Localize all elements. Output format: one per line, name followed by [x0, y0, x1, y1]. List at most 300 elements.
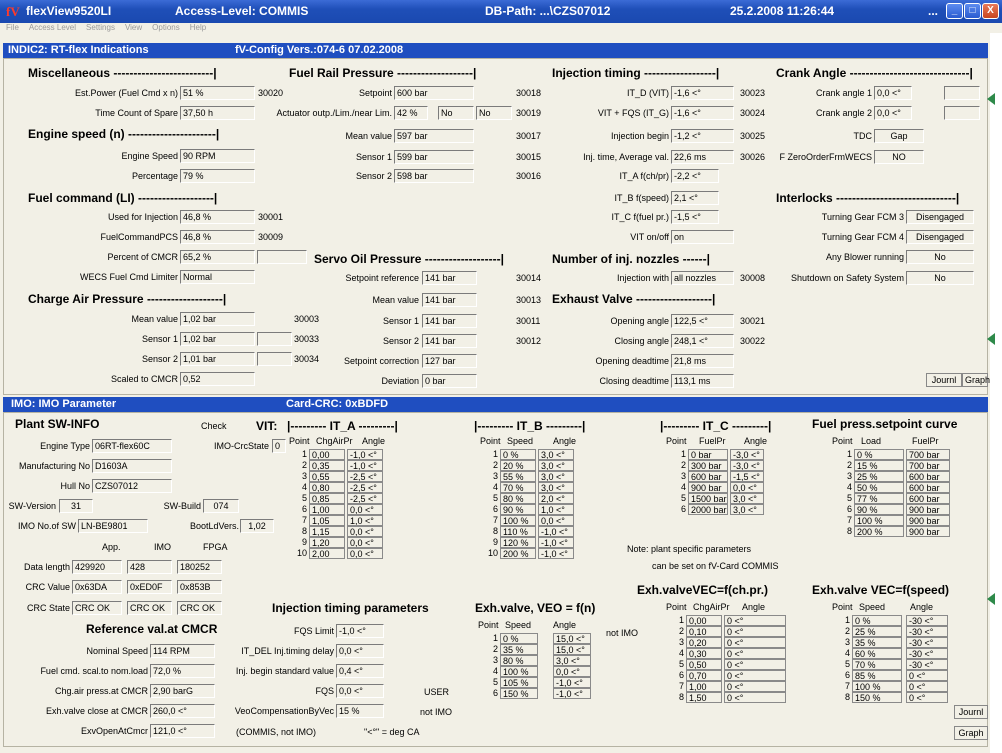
- vecsp-cell[interactable]: -30 <°: [906, 637, 948, 648]
- vecch-cell: 3: [678, 637, 684, 647]
- crank1-label: Crank angle 1: [815, 88, 872, 98]
- edge-marker-icon: [987, 593, 995, 605]
- servo-correction-label: Setpoint correction: [343, 356, 419, 366]
- fpc-cell[interactable]: 200 %: [854, 526, 904, 537]
- ita-table-heading: |--------- IT_A ---------|: [287, 419, 398, 433]
- fqs-limit-value: -1,0 <°: [336, 624, 384, 638]
- data-length-app: 429920: [72, 560, 122, 574]
- ita-cell[interactable]: 0,00: [309, 449, 345, 460]
- fqs-label: FQS: [315, 686, 334, 696]
- itc-cell[interactable]: 900 bar: [688, 482, 728, 493]
- fpc-cell[interactable]: 25 %: [854, 471, 904, 482]
- fuel-rail-heading: Fuel Rail Pressure -------------------|: [289, 66, 477, 80]
- itd-value: -1,6 <°: [671, 86, 734, 100]
- ita-cell: 1: [301, 449, 307, 459]
- vecsp-cell: 6: [844, 670, 850, 680]
- actuator-id: 30019: [516, 108, 542, 118]
- opening-deadtime-label: Opening deadtime: [595, 356, 669, 366]
- vecsp-cell[interactable]: 150 %: [852, 692, 902, 703]
- menu-bar: [0, 23, 1002, 33]
- indications-panel: [3, 58, 991, 395]
- itb-label: IT_B f(speed): [614, 193, 669, 203]
- manufacturing-no-value: D1603A: [92, 459, 172, 473]
- itc-cell[interactable]: -1,5 <°: [730, 471, 764, 482]
- servo-deviation-label: Deviation: [381, 376, 419, 386]
- exv-open-cmcr-value: 121,0 <°: [150, 724, 215, 738]
- indic-section-bar: [3, 43, 988, 58]
- vecsp-cell: 1: [844, 615, 850, 625]
- vecch-cell[interactable]: 0,70: [686, 670, 722, 681]
- itc-cell[interactable]: 2000 bar: [688, 504, 728, 515]
- ita-cell[interactable]: 0,0 <°: [347, 526, 383, 537]
- engine-type-label: Engine Type: [40, 441, 90, 451]
- fpc-cell: 8: [846, 526, 852, 536]
- itc-cell: 2: [680, 460, 686, 470]
- vecsp-cell: 5: [844, 659, 850, 669]
- ita-cell[interactable]: 0,0 <°: [347, 504, 383, 515]
- wecs-limiter-label: WECS Fuel Cmd Limiter: [79, 272, 178, 282]
- vecch-cell[interactable]: 0 <°: [724, 681, 786, 692]
- ita-cell[interactable]: 2,00: [309, 548, 345, 559]
- est-power-label: Est.Power (Fuel Cmd x n): [74, 88, 178, 98]
- rail-sensor1-id: 30015: [516, 152, 542, 162]
- ita-cell[interactable]: -1,0 <°: [347, 449, 383, 460]
- vecsp-cell[interactable]: 70 %: [852, 659, 902, 670]
- ita-cell[interactable]: -2,5 <°: [347, 471, 383, 482]
- crc-state-fpga: CRC OK: [177, 601, 222, 615]
- itc-cell[interactable]: 3,0 <°: [730, 504, 764, 515]
- imo-title: IMO: IMO Parameter: [11, 398, 117, 410]
- crc-value-app: 0x63DA: [72, 580, 122, 594]
- exv-open-cmcr-label: ExvOpenAtCmcr: [80, 726, 148, 736]
- veo-col-speed: Speed: [505, 620, 532, 630]
- date-time: 25.2.2008 11:26:44: [730, 4, 835, 18]
- minimize-button[interactable]: _: [946, 3, 963, 19]
- ita-cell[interactable]: 0,85: [309, 493, 345, 504]
- itb-cell[interactable]: 70 %: [500, 482, 536, 493]
- vecsp-cell[interactable]: -30 <°: [906, 659, 948, 670]
- ita-cell[interactable]: 0,0 <°: [347, 537, 383, 548]
- menu-view[interactable]: View: [124, 23, 143, 32]
- vecch-cell[interactable]: 0 <°: [724, 670, 786, 681]
- itc-cell: 1: [680, 449, 686, 459]
- sw-build-value: 074: [203, 499, 239, 513]
- servo-correction-value: 127 bar: [422, 354, 477, 368]
- rail-mean-id: 30017: [516, 131, 542, 141]
- ita-cell[interactable]: 0,0 <°: [347, 548, 383, 559]
- vecsp-cell[interactable]: 85 %: [852, 670, 902, 681]
- crank2-label: Crank angle 2: [815, 108, 872, 118]
- crc-value-fpga: 0x853B: [177, 580, 222, 594]
- fpc-cell[interactable]: 700 bar: [906, 449, 950, 460]
- veo-not-imo-label: not IMO: [420, 707, 453, 717]
- vecch-cell[interactable]: 0 <°: [724, 648, 786, 659]
- crc-state-app: CRC OK: [72, 601, 122, 615]
- veo-cell[interactable]: -1,0 <°: [553, 688, 591, 699]
- vecsp-cell[interactable]: 60 %: [852, 648, 902, 659]
- interlocks-heading: Interlocks ------------------------------|: [776, 191, 960, 205]
- fpc-cell[interactable]: 900 bar: [906, 515, 950, 526]
- col-app-label: App.: [102, 542, 121, 552]
- ita-cell[interactable]: 1,00: [309, 504, 345, 515]
- itb-col-speed: Speed: [507, 436, 534, 446]
- fpc-cell[interactable]: 600 bar: [906, 471, 950, 482]
- inj-std-label: Inj. begin standard value: [235, 666, 334, 676]
- itc-col-fuelpr: FuelPr: [699, 436, 726, 446]
- servo-sensor2-id: 30012: [516, 336, 542, 346]
- charge-sensor2-id: 30034: [294, 354, 320, 364]
- commis-note: (COMMIS, not IMO): [236, 727, 317, 737]
- servo-setpoint-ref-value: 141 bar: [422, 271, 477, 285]
- vecch-cell[interactable]: 1,00: [686, 681, 722, 692]
- itb-cell[interactable]: 3,0 <°: [538, 449, 574, 460]
- it-del-value: 0,0 <°: [336, 644, 384, 658]
- veo-cell: 5: [492, 677, 498, 687]
- vecsp-cell: 2: [844, 626, 850, 636]
- zero-order-label: F ZeroOrderFrmWECS: [779, 152, 872, 162]
- veo-cell[interactable]: 80 %: [500, 655, 538, 666]
- vecsp-col-point: Point: [832, 602, 853, 612]
- itb-cell[interactable]: 3,0 <°: [538, 471, 574, 482]
- vecch-cell: 6: [678, 670, 684, 680]
- itb-cell[interactable]: 2,0 <°: [538, 493, 574, 504]
- itb-cell: 5: [492, 493, 498, 503]
- injection-with-id: 30008: [740, 273, 766, 283]
- rail-setpoint-value: 600 bar: [394, 86, 474, 100]
- vecch-cell[interactable]: 0,00: [686, 615, 722, 626]
- sw-version-value: 31: [59, 499, 93, 513]
- engine-speed-label: Engine Speed: [121, 151, 178, 161]
- fpc-cell[interactable]: 50 %: [854, 482, 904, 493]
- charge-sensor1-id: 30033: [294, 334, 320, 344]
- vecch-col-chgairpr: ChgAirPr: [693, 602, 730, 612]
- servo-mean-id: 30013: [516, 295, 542, 305]
- vecsp-cell[interactable]: 0 %: [852, 615, 902, 626]
- fpc-cell[interactable]: 90 %: [854, 504, 904, 515]
- vecsp-col-angle: Angle: [910, 602, 934, 612]
- vecch-cell[interactable]: 0 <°: [724, 692, 786, 703]
- veo-cell: 1: [492, 633, 498, 643]
- veo-cell[interactable]: -1,0 <°: [553, 677, 591, 688]
- itc-cell: 6: [680, 504, 686, 514]
- itb-cell[interactable]: 100 %: [500, 515, 536, 526]
- itc-table-heading: |--------- IT_C ---------|: [660, 419, 772, 433]
- user-label: USER: [424, 687, 450, 697]
- maximize-button[interactable]: □: [964, 3, 981, 19]
- itb-cell[interactable]: 90 %: [500, 504, 536, 515]
- indic-title: INDIC2: RT-flex Indications: [8, 44, 149, 56]
- itb-cell[interactable]: 110 %: [500, 526, 536, 537]
- itb-table-heading: |--------- IT_B ---------|: [474, 419, 586, 433]
- veo-cell[interactable]: 15,0 <°: [553, 633, 591, 644]
- close-button[interactable]: X: [982, 3, 999, 19]
- hull-no-label: Hull No: [60, 481, 90, 491]
- veo-cell[interactable]: 100 %: [500, 666, 538, 677]
- fqs-value: 0,0 <°: [336, 684, 384, 698]
- ita-cell[interactable]: -2,5 <°: [347, 482, 383, 493]
- itc-cell[interactable]: -3,0 <°: [730, 460, 764, 471]
- shutdown-value: No: [906, 271, 974, 285]
- fpc-cell[interactable]: 700 bar: [906, 460, 950, 471]
- shutdown-label: Shutdown on Safety System: [790, 273, 904, 283]
- fpc-cell: 1: [846, 449, 852, 459]
- blower-value: No: [906, 250, 974, 264]
- charge-mean-value: 1,02 bar: [180, 312, 255, 326]
- journal-button[interactable]: Journl: [926, 373, 962, 387]
- nozzles-heading: Number of inj. nozzles ------|: [552, 252, 711, 266]
- engine-speed-heading: Engine speed (n) ----------------------|: [28, 127, 220, 141]
- crank1-extra: [944, 86, 980, 100]
- servo-sensor1-label: Sensor 1: [382, 316, 419, 326]
- itb-cell: 8: [492, 526, 498, 536]
- card-crc: Card-CRC: 0xBDFD: [286, 398, 389, 410]
- vecch-cell: 5: [678, 659, 684, 669]
- inj-time-avg-label: Inj. time, Average val.: [583, 152, 669, 162]
- servo-sensor1-value: 141 bar: [422, 314, 477, 328]
- fpc-cell: 2: [846, 460, 852, 470]
- turning-gear4-label: Turning Gear FCM 4: [821, 232, 904, 242]
- imo-section-bar: [3, 397, 988, 412]
- fuelcmd-pcs-value: 46,8 %: [180, 230, 255, 244]
- vecsp-cell[interactable]: 0 <°: [906, 692, 948, 703]
- data-length-label: Data length: [23, 562, 70, 572]
- menu-file[interactable]: File: [6, 23, 19, 32]
- ita-cell[interactable]: 0,35: [309, 460, 345, 471]
- itb-cell: 3: [492, 471, 498, 481]
- vecsp-cell[interactable]: -30 <°: [906, 615, 948, 626]
- fv-card-note: can be set on fV-Card COMMIS: [652, 561, 779, 571]
- bootld-label: BootLdVers.: [189, 521, 239, 531]
- itc-cell[interactable]: 0 bar: [688, 449, 728, 460]
- veo-cell[interactable]: 0 %: [500, 633, 538, 644]
- tdc-label: TDC: [853, 131, 872, 141]
- inj-time-avg-id: 30026: [740, 152, 766, 162]
- itb-cell: 2: [492, 460, 498, 470]
- exh-close-cmcr-value: 260,0 <°: [150, 704, 215, 718]
- imo-crc-state-label: IMO-CrcState: [213, 441, 269, 451]
- col-fpga-label: FPGA: [203, 542, 228, 552]
- itc-col-angle: Angle: [744, 436, 768, 446]
- fpc-cell[interactable]: 600 bar: [906, 482, 950, 493]
- vecch-cell[interactable]: 0 <°: [724, 626, 786, 637]
- itc-cell[interactable]: 1500 bar: [688, 493, 728, 504]
- fpc-cell[interactable]: 900 bar: [906, 526, 950, 537]
- opening-angle-label: Opening angle: [610, 316, 669, 326]
- rail-setpoint-label: Setpoint: [358, 88, 392, 98]
- itc-cell[interactable]: 300 bar: [688, 460, 728, 471]
- itb-cell[interactable]: 1,0 <°: [538, 504, 574, 515]
- fuelcmd-pcs-label: FuelCommandPCS: [100, 232, 178, 242]
- veo-cell[interactable]: 0,0 <°: [553, 666, 591, 677]
- vecsp-cell[interactable]: 0 <°: [906, 670, 948, 681]
- graph-button-imo[interactable]: Graph: [954, 726, 988, 740]
- veo-cell[interactable]: 150 %: [500, 688, 538, 699]
- itb-cell[interactable]: 55 %: [500, 471, 536, 482]
- inj-begin-id: 30025: [740, 131, 766, 141]
- scaled-cmcr-label: Scaled to CMCR: [110, 374, 178, 384]
- crank2-value: 0,0 <°: [874, 106, 912, 120]
- itb-cell[interactable]: -1,0 <°: [538, 526, 574, 537]
- ita-cell[interactable]: 1,0 <°: [347, 515, 383, 526]
- vecch-cell[interactable]: 1,50: [686, 692, 722, 703]
- itb-cell[interactable]: -1,0 <°: [538, 537, 574, 548]
- itb-cell[interactable]: -1,0 <°: [538, 548, 574, 559]
- menu-options[interactable]: Options: [152, 23, 180, 32]
- vecsp-cell[interactable]: 0 <°: [906, 681, 948, 692]
- vecch-cell[interactable]: 0,50: [686, 659, 722, 670]
- crc-state-label: CRC State: [26, 603, 70, 613]
- turning-gear3-label: Turning Gear FCM 3: [821, 212, 904, 222]
- crc-value-label: CRC Value: [25, 582, 70, 592]
- menu-help[interactable]: Help: [189, 23, 207, 32]
- servo-sensor2-label: Sensor 2: [382, 336, 419, 346]
- graph-button[interactable]: Graph: [962, 373, 988, 387]
- itb-cell[interactable]: 0 %: [500, 449, 536, 460]
- itb-cell[interactable]: 120 %: [500, 537, 536, 548]
- exhaust-valve-heading: Exhaust Valve -------------------|: [552, 292, 716, 306]
- imo-panel: [3, 412, 988, 747]
- fpc-col-fuelpr: FuelPr: [912, 436, 939, 446]
- veo-cell[interactable]: 15,0 <°: [553, 644, 591, 655]
- itb-cell[interactable]: 3,0 <°: [538, 460, 574, 471]
- it-del-label: IT_DEL Inj.timing delay: [241, 646, 334, 656]
- vecsp-cell: 8: [844, 692, 850, 702]
- nominal-speed-value: 114 RPM: [150, 644, 215, 658]
- hull-no-value: CZS07012: [92, 479, 172, 493]
- fuel-command-heading: Fuel command (LI) -------------------|: [28, 191, 218, 205]
- fpc-cell[interactable]: 100 %: [854, 515, 904, 526]
- itc-cell[interactable]: -3,0 <°: [730, 449, 764, 460]
- rail-sensor2-value: 598 bar: [394, 169, 474, 183]
- vecch-cell[interactable]: 0 <°: [724, 659, 786, 670]
- ita-cell: 4: [301, 482, 307, 492]
- itc-cell[interactable]: 3,0 <°: [730, 493, 764, 504]
- inj-begin-label: Injection begin: [610, 131, 669, 141]
- vecch-cell: 8: [678, 692, 684, 702]
- misc-heading: Miscellaneous -------------------------|: [28, 66, 217, 80]
- scaled-cmcr-value: 0,52: [180, 372, 255, 386]
- vecch-cell[interactable]: 0,10: [686, 626, 722, 637]
- menu-settings[interactable]: Settings: [86, 23, 115, 32]
- opening-angle-id: 30021: [740, 316, 766, 326]
- inj-std-value: 0,4 <°: [336, 664, 384, 678]
- itb-cell[interactable]: 20 %: [500, 460, 536, 471]
- percent-cmcr-value: 65,2 %: [180, 250, 255, 264]
- itd-label: IT_D (VIT): [627, 88, 669, 98]
- vecsp-cell[interactable]: -30 <°: [906, 648, 948, 659]
- ita-cell[interactable]: 1,05: [309, 515, 345, 526]
- fpc-cell[interactable]: 15 %: [854, 460, 904, 471]
- rail-sensor1-label: Sensor 1: [355, 152, 392, 162]
- fpc-col-point: Point: [832, 436, 853, 446]
- nominal-speed-label: Nominal Speed: [86, 646, 148, 656]
- vecsp-cell[interactable]: 25 %: [852, 626, 902, 637]
- imo-no-sw-value: LN-BE9801: [78, 519, 148, 533]
- fpc-cell[interactable]: 600 bar: [906, 493, 950, 504]
- est-power-id: 30020: [258, 88, 284, 98]
- percent-cmcr-extra: [257, 250, 307, 264]
- ita-cell[interactable]: 0,80: [309, 482, 345, 493]
- fpc-cell: 6: [846, 504, 852, 514]
- vecch-cell[interactable]: 0,30: [686, 648, 722, 659]
- title-dots: ...: [928, 4, 939, 18]
- veo-col-angle: Angle: [553, 620, 577, 630]
- servo-sensor1-id: 30011: [516, 316, 541, 326]
- ita-cell: 3: [301, 471, 307, 481]
- vecsp-cell[interactable]: -30 <°: [906, 626, 948, 637]
- ita-col-chgairpr: ChgAirPr: [316, 436, 353, 446]
- ita-cell[interactable]: 0,55: [309, 471, 345, 482]
- charge-mean-id: 30003: [294, 314, 320, 324]
- vecch-cell[interactable]: 0 <°: [724, 637, 786, 648]
- manufacturing-no-label: Manufacturing No: [18, 461, 90, 471]
- data-length-fpga: 180252: [177, 560, 222, 574]
- fuel-cmd-scal-label: Fuel cmd. scal.to nom.load: [40, 666, 148, 676]
- veo-cell[interactable]: 3,0 <°: [553, 655, 591, 666]
- fpc-cell[interactable]: 900 bar: [906, 504, 950, 515]
- menu-access-level[interactable]: Access Level: [28, 23, 77, 32]
- config-version: fV-Config Vers.:074-6 07.02.2008: [235, 44, 404, 56]
- closing-deadtime-value: 113,1 ms: [671, 374, 734, 388]
- itc-cell: 5: [680, 493, 686, 503]
- vecch-cell[interactable]: 0 <°: [724, 615, 786, 626]
- ita-cell[interactable]: -1,0 <°: [347, 460, 383, 471]
- itb-cell: 9: [492, 537, 498, 547]
- rail-sensor1-value: 599 bar: [394, 150, 474, 164]
- vecsp-cell[interactable]: 35 %: [852, 637, 902, 648]
- closing-deadtime-label: Closing deadtime: [599, 376, 669, 386]
- itb-cell[interactable]: 0,0 <°: [538, 515, 574, 526]
- veo-cell[interactable]: 105 %: [500, 677, 538, 688]
- vecch-col-point: Point: [666, 602, 687, 612]
- fpc-cell[interactable]: 0 %: [854, 449, 904, 460]
- actuator-limit: No: [438, 106, 474, 120]
- vecch-cell: 2: [678, 626, 684, 636]
- sw-version-label: SW-Version: [8, 501, 56, 511]
- ita-cell[interactable]: -2,5 <°: [347, 493, 383, 504]
- itc-cell[interactable]: 600 bar: [688, 471, 728, 482]
- plant-sw-heading: Plant SW-INFO: [15, 417, 100, 431]
- access-level: Access-Level: COMMIS: [175, 4, 309, 18]
- rail-sensor2-id: 30016: [516, 171, 542, 181]
- vit-fqs-value: -1,6 <°: [671, 106, 734, 120]
- ita-cell[interactable]: 1,20: [309, 537, 345, 548]
- vecch-cell[interactable]: 0,20: [686, 637, 722, 648]
- fpc-cell[interactable]: 77 %: [854, 493, 904, 504]
- charge-sensor2-label: Sensor 2: [141, 354, 178, 364]
- charge-mean-label: Mean value: [131, 314, 178, 324]
- turning-gear4-value: Disengaged: [906, 230, 974, 244]
- actuator-output: 42 %: [394, 106, 428, 120]
- itc-cell[interactable]: 0,0 <°: [730, 482, 764, 493]
- ita-cell: 2: [301, 460, 307, 470]
- est-power-value: 51 %: [180, 86, 255, 100]
- ita-cell[interactable]: 1,15: [309, 526, 345, 537]
- fuel-cmd-scal-value: 72,0 %: [150, 664, 215, 678]
- veo-cell[interactable]: 35 %: [500, 644, 538, 655]
- itb-cell[interactable]: 80 %: [500, 493, 536, 504]
- servo-oil-heading: Servo Oil Pressure -------------------|: [314, 252, 505, 266]
- itb-cell[interactable]: 200 %: [500, 548, 536, 559]
- itb-cell[interactable]: 3,0 <°: [538, 482, 574, 493]
- injection-with-value: all nozzles: [671, 271, 734, 285]
- vecsp-cell: 7: [844, 681, 850, 691]
- itb-col-angle: Angle: [553, 436, 577, 446]
- vecsp-cell[interactable]: 100 %: [852, 681, 902, 692]
- app-logo: fV: [6, 4, 20, 19]
- chg-air-cmcr-value: 2,90 barG: [150, 684, 215, 698]
- journal-button-imo[interactable]: Journl: [954, 705, 988, 719]
